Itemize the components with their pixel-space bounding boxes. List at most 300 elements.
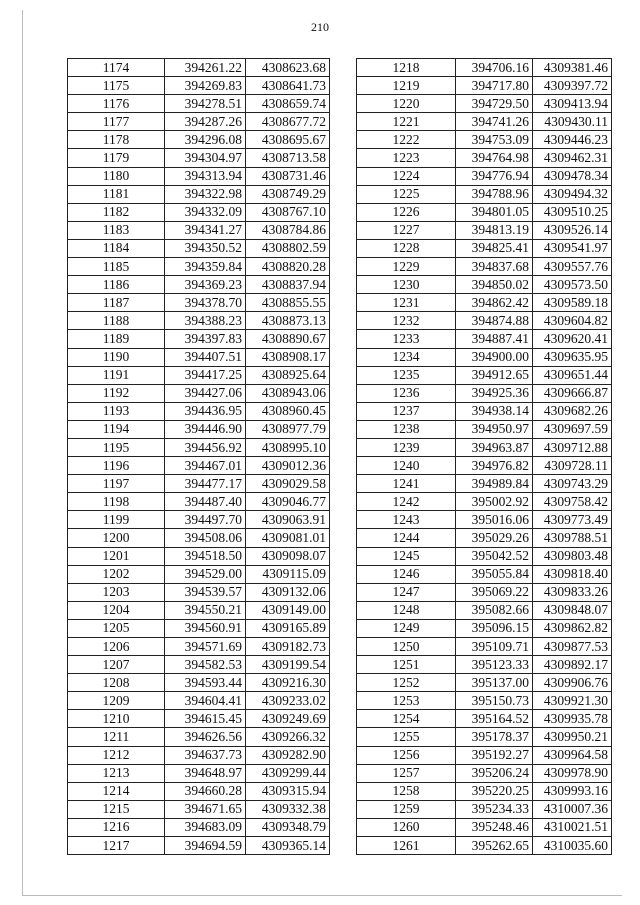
y-coordinate-cell: 4309978.90 bbox=[533, 764, 612, 782]
x-coordinate-cell: 395069.22 bbox=[456, 583, 533, 601]
x-coordinate-cell: 394497.70 bbox=[165, 511, 246, 529]
point-number-cell: 1248 bbox=[357, 601, 456, 619]
point-number-cell: 1189 bbox=[68, 330, 165, 348]
x-coordinate-cell: 394341.27 bbox=[165, 221, 246, 239]
x-coordinate-cell: 394397.83 bbox=[165, 330, 246, 348]
x-coordinate-cell: 394813.19 bbox=[456, 221, 533, 239]
y-coordinate-cell: 4309697.59 bbox=[533, 420, 612, 438]
point-number-cell: 1179 bbox=[68, 149, 165, 167]
point-number-cell: 1200 bbox=[68, 529, 165, 547]
y-coordinate-cell: 4309299.44 bbox=[246, 764, 330, 782]
x-coordinate-cell: 394332.09 bbox=[165, 203, 246, 221]
point-number-cell: 1192 bbox=[68, 384, 165, 402]
point-number-cell: 1178 bbox=[68, 131, 165, 149]
x-coordinate-cell: 394269.83 bbox=[165, 77, 246, 95]
table-row bbox=[68, 330, 330, 348]
point-number-cell: 1255 bbox=[357, 728, 456, 746]
x-coordinate-cell: 394296.08 bbox=[165, 131, 246, 149]
table-row bbox=[68, 438, 330, 456]
point-number-cell: 1258 bbox=[357, 782, 456, 800]
y-coordinate-cell: 4308749.29 bbox=[246, 185, 330, 203]
table-row bbox=[357, 149, 612, 167]
point-number-cell: 1185 bbox=[68, 258, 165, 276]
table-row bbox=[357, 764, 612, 782]
x-coordinate-cell: 395109.71 bbox=[456, 638, 533, 656]
point-number-cell: 1187 bbox=[68, 294, 165, 312]
table-row bbox=[357, 330, 612, 348]
point-number-cell: 1226 bbox=[357, 203, 456, 221]
table-row bbox=[68, 656, 330, 674]
table-row bbox=[68, 420, 330, 438]
x-coordinate-cell: 395137.00 bbox=[456, 674, 533, 692]
x-coordinate-cell: 394683.09 bbox=[165, 818, 246, 836]
table-row bbox=[68, 131, 330, 149]
y-coordinate-cell: 4308977.79 bbox=[246, 420, 330, 438]
x-coordinate-cell: 394550.21 bbox=[165, 601, 246, 619]
y-coordinate-cell: 4309877.53 bbox=[533, 638, 612, 656]
point-number-cell: 1222 bbox=[357, 131, 456, 149]
x-coordinate-cell: 394278.51 bbox=[165, 95, 246, 113]
point-number-cell: 1177 bbox=[68, 113, 165, 131]
y-coordinate-cell: 4310007.36 bbox=[533, 800, 612, 818]
coordinates-table-right bbox=[356, 58, 612, 855]
y-coordinate-cell: 4309635.95 bbox=[533, 348, 612, 366]
x-coordinate-cell: 394648.97 bbox=[165, 764, 246, 782]
table-row bbox=[68, 77, 330, 95]
x-coordinate-cell: 395234.33 bbox=[456, 800, 533, 818]
y-coordinate-cell: 4309315.94 bbox=[246, 782, 330, 800]
table-row bbox=[68, 511, 330, 529]
table-row bbox=[68, 312, 330, 330]
y-coordinate-cell: 4309332.38 bbox=[246, 800, 330, 818]
table-row bbox=[357, 457, 612, 475]
y-coordinate-cell: 4309620.41 bbox=[533, 330, 612, 348]
table-row bbox=[357, 258, 612, 276]
point-number-cell: 1223 bbox=[357, 149, 456, 167]
y-coordinate-cell: 4309012.36 bbox=[246, 457, 330, 475]
point-number-cell: 1203 bbox=[68, 583, 165, 601]
point-number-cell: 1242 bbox=[357, 493, 456, 511]
point-number-cell: 1251 bbox=[357, 656, 456, 674]
y-coordinate-cell: 4309803.48 bbox=[533, 547, 612, 565]
x-coordinate-cell: 394322.98 bbox=[165, 185, 246, 203]
table-row bbox=[68, 402, 330, 420]
table-row bbox=[68, 493, 330, 511]
x-coordinate-cell: 394539.57 bbox=[165, 583, 246, 601]
y-coordinate-cell: 4308731.46 bbox=[246, 167, 330, 185]
y-coordinate-cell: 4309365.14 bbox=[246, 837, 330, 855]
point-number-cell: 1218 bbox=[357, 59, 456, 77]
point-number-cell: 1256 bbox=[357, 746, 456, 764]
y-coordinate-cell: 4309993.16 bbox=[533, 782, 612, 800]
table-row bbox=[357, 619, 612, 637]
y-coordinate-cell: 4308713.58 bbox=[246, 149, 330, 167]
x-coordinate-cell: 394729.50 bbox=[456, 95, 533, 113]
table-row bbox=[68, 638, 330, 656]
y-coordinate-cell: 4309833.26 bbox=[533, 583, 612, 601]
y-coordinate-cell: 4309348.79 bbox=[246, 818, 330, 836]
y-coordinate-cell: 4309249.69 bbox=[246, 710, 330, 728]
x-coordinate-cell: 394776.94 bbox=[456, 167, 533, 185]
y-coordinate-cell: 4309182.73 bbox=[246, 638, 330, 656]
point-number-cell: 1243 bbox=[357, 511, 456, 529]
point-number-cell: 1206 bbox=[68, 638, 165, 656]
x-coordinate-cell: 394417.25 bbox=[165, 366, 246, 384]
x-coordinate-cell: 394874.88 bbox=[456, 312, 533, 330]
y-coordinate-cell: 4308659.74 bbox=[246, 95, 330, 113]
table-row bbox=[68, 746, 330, 764]
x-coordinate-cell: 394446.90 bbox=[165, 420, 246, 438]
table-row bbox=[68, 95, 330, 113]
point-number-cell: 1253 bbox=[357, 692, 456, 710]
x-coordinate-cell: 394753.09 bbox=[456, 131, 533, 149]
table-row bbox=[68, 583, 330, 601]
y-coordinate-cell: 4308623.68 bbox=[246, 59, 330, 77]
point-number-cell: 1247 bbox=[357, 583, 456, 601]
x-coordinate-cell: 394615.45 bbox=[165, 710, 246, 728]
x-coordinate-cell: 394369.23 bbox=[165, 276, 246, 294]
x-coordinate-cell: 395150.73 bbox=[456, 692, 533, 710]
table-row bbox=[357, 77, 612, 95]
x-coordinate-cell: 394508.06 bbox=[165, 529, 246, 547]
y-coordinate-cell: 4309494.32 bbox=[533, 185, 612, 203]
table-row bbox=[68, 710, 330, 728]
x-coordinate-cell: 394626.56 bbox=[165, 728, 246, 746]
y-coordinate-cell: 4309964.58 bbox=[533, 746, 612, 764]
y-coordinate-cell: 4308677.72 bbox=[246, 113, 330, 131]
table-row bbox=[357, 348, 612, 366]
point-number-cell: 1224 bbox=[357, 167, 456, 185]
table-row bbox=[357, 601, 612, 619]
x-coordinate-cell: 395055.84 bbox=[456, 565, 533, 583]
table-row bbox=[68, 547, 330, 565]
point-number-cell: 1197 bbox=[68, 475, 165, 493]
y-coordinate-cell: 4308784.86 bbox=[246, 221, 330, 239]
point-number-cell: 1205 bbox=[68, 619, 165, 637]
table-row bbox=[68, 529, 330, 547]
table-row bbox=[68, 457, 330, 475]
y-coordinate-cell: 4309950.21 bbox=[533, 728, 612, 746]
x-coordinate-cell: 394261.22 bbox=[165, 59, 246, 77]
y-coordinate-cell: 4308695.67 bbox=[246, 131, 330, 149]
point-number-cell: 1261 bbox=[357, 837, 456, 855]
point-number-cell: 1232 bbox=[357, 312, 456, 330]
x-coordinate-cell: 394487.40 bbox=[165, 493, 246, 511]
y-coordinate-cell: 4309818.40 bbox=[533, 565, 612, 583]
y-coordinate-cell: 4309098.07 bbox=[246, 547, 330, 565]
point-number-cell: 1201 bbox=[68, 547, 165, 565]
table-row bbox=[68, 619, 330, 637]
table-row bbox=[357, 493, 612, 511]
x-coordinate-cell: 395206.24 bbox=[456, 764, 533, 782]
point-number-cell: 1237 bbox=[357, 402, 456, 420]
point-number-cell: 1181 bbox=[68, 185, 165, 203]
y-coordinate-cell: 4309743.29 bbox=[533, 475, 612, 493]
table-row bbox=[357, 438, 612, 456]
point-number-cell: 1196 bbox=[68, 457, 165, 475]
y-coordinate-cell: 4310021.51 bbox=[533, 818, 612, 836]
table-row bbox=[357, 113, 612, 131]
x-coordinate-cell: 394850.02 bbox=[456, 276, 533, 294]
page-number: 210 bbox=[311, 20, 329, 34]
point-number-cell: 1214 bbox=[68, 782, 165, 800]
x-coordinate-cell: 394407.51 bbox=[165, 348, 246, 366]
x-coordinate-cell: 395042.52 bbox=[456, 547, 533, 565]
x-coordinate-cell: 394359.84 bbox=[165, 258, 246, 276]
point-number-cell: 1175 bbox=[68, 77, 165, 95]
point-number-cell: 1183 bbox=[68, 221, 165, 239]
y-coordinate-cell: 4309282.90 bbox=[246, 746, 330, 764]
point-number-cell: 1241 bbox=[357, 475, 456, 493]
y-coordinate-cell: 4309446.23 bbox=[533, 131, 612, 149]
table-row bbox=[357, 800, 612, 818]
table-row bbox=[357, 710, 612, 728]
x-coordinate-cell: 394694.59 bbox=[165, 837, 246, 855]
point-number-cell: 1217 bbox=[68, 837, 165, 855]
y-coordinate-cell: 4309935.78 bbox=[533, 710, 612, 728]
x-coordinate-cell: 394604.41 bbox=[165, 692, 246, 710]
point-number-cell: 1236 bbox=[357, 384, 456, 402]
point-number-cell: 1186 bbox=[68, 276, 165, 294]
x-coordinate-cell: 395002.92 bbox=[456, 493, 533, 511]
x-coordinate-cell: 394976.82 bbox=[456, 457, 533, 475]
point-number-cell: 1254 bbox=[357, 710, 456, 728]
y-coordinate-cell: 4308820.28 bbox=[246, 258, 330, 276]
table-row bbox=[357, 59, 612, 77]
x-coordinate-cell: 394571.69 bbox=[165, 638, 246, 656]
x-coordinate-cell: 395029.26 bbox=[456, 529, 533, 547]
x-coordinate-cell: 394304.97 bbox=[165, 149, 246, 167]
x-coordinate-cell: 395178.37 bbox=[456, 728, 533, 746]
y-coordinate-cell: 4309266.32 bbox=[246, 728, 330, 746]
point-number-cell: 1195 bbox=[68, 438, 165, 456]
y-coordinate-cell: 4308855.55 bbox=[246, 294, 330, 312]
x-coordinate-cell: 394660.28 bbox=[165, 782, 246, 800]
y-coordinate-cell: 4309604.82 bbox=[533, 312, 612, 330]
y-coordinate-cell: 4309046.77 bbox=[246, 493, 330, 511]
y-coordinate-cell: 4309165.89 bbox=[246, 619, 330, 637]
table-row bbox=[68, 818, 330, 836]
table-row bbox=[357, 746, 612, 764]
table-row bbox=[357, 692, 612, 710]
y-coordinate-cell: 4308641.73 bbox=[246, 77, 330, 95]
table-row bbox=[68, 59, 330, 77]
x-coordinate-cell: 394593.44 bbox=[165, 674, 246, 692]
point-number-cell: 1249 bbox=[357, 619, 456, 637]
x-coordinate-cell: 395082.66 bbox=[456, 601, 533, 619]
table-row bbox=[357, 511, 612, 529]
x-coordinate-cell: 395248.46 bbox=[456, 818, 533, 836]
x-coordinate-cell: 394801.05 bbox=[456, 203, 533, 221]
table-row bbox=[357, 312, 612, 330]
x-coordinate-cell: 394706.16 bbox=[456, 59, 533, 77]
x-coordinate-cell: 394925.36 bbox=[456, 384, 533, 402]
table-row bbox=[68, 258, 330, 276]
x-coordinate-cell: 395220.25 bbox=[456, 782, 533, 800]
y-coordinate-cell: 4309773.49 bbox=[533, 511, 612, 529]
point-number-cell: 1193 bbox=[68, 402, 165, 420]
x-coordinate-cell: 394887.41 bbox=[456, 330, 533, 348]
point-number-cell: 1211 bbox=[68, 728, 165, 746]
y-coordinate-cell: 4309541.97 bbox=[533, 239, 612, 257]
table-row bbox=[357, 221, 612, 239]
y-coordinate-cell: 4308837.94 bbox=[246, 276, 330, 294]
table-row bbox=[68, 221, 330, 239]
point-number-cell: 1257 bbox=[357, 764, 456, 782]
y-coordinate-cell: 4308767.10 bbox=[246, 203, 330, 221]
table-row bbox=[357, 565, 612, 583]
y-coordinate-cell: 4308873.13 bbox=[246, 312, 330, 330]
point-number-cell: 1228 bbox=[357, 239, 456, 257]
table-row bbox=[357, 276, 612, 294]
y-coordinate-cell: 4309381.46 bbox=[533, 59, 612, 77]
point-number-cell: 1233 bbox=[357, 330, 456, 348]
x-coordinate-cell: 394427.06 bbox=[165, 384, 246, 402]
table-row bbox=[357, 294, 612, 312]
point-number-cell: 1182 bbox=[68, 203, 165, 221]
y-coordinate-cell: 4308890.67 bbox=[246, 330, 330, 348]
point-number-cell: 1207 bbox=[68, 656, 165, 674]
table-row bbox=[68, 366, 330, 384]
point-number-cell: 1252 bbox=[357, 674, 456, 692]
table-row bbox=[357, 384, 612, 402]
x-coordinate-cell: 394963.87 bbox=[456, 438, 533, 456]
point-number-cell: 1235 bbox=[357, 366, 456, 384]
point-number-cell: 1239 bbox=[357, 438, 456, 456]
point-number-cell: 1259 bbox=[357, 800, 456, 818]
x-coordinate-cell: 395262.65 bbox=[456, 837, 533, 855]
y-coordinate-cell: 4309526.14 bbox=[533, 221, 612, 239]
x-coordinate-cell: 394313.94 bbox=[165, 167, 246, 185]
table-row bbox=[357, 402, 612, 420]
x-coordinate-cell: 395096.15 bbox=[456, 619, 533, 637]
table-row bbox=[357, 674, 612, 692]
table-row bbox=[357, 167, 612, 185]
y-coordinate-cell: 4309557.76 bbox=[533, 258, 612, 276]
y-coordinate-cell: 4309233.02 bbox=[246, 692, 330, 710]
y-coordinate-cell: 4309758.42 bbox=[533, 493, 612, 511]
table-row bbox=[68, 475, 330, 493]
table-row bbox=[68, 113, 330, 131]
table-row bbox=[357, 475, 612, 493]
point-number-cell: 1213 bbox=[68, 764, 165, 782]
y-coordinate-cell: 4309081.01 bbox=[246, 529, 330, 547]
point-number-cell: 1191 bbox=[68, 366, 165, 384]
x-coordinate-cell: 395123.33 bbox=[456, 656, 533, 674]
y-coordinate-cell: 4309906.76 bbox=[533, 674, 612, 692]
point-number-cell: 1212 bbox=[68, 746, 165, 764]
x-coordinate-cell: 394287.26 bbox=[165, 113, 246, 131]
y-coordinate-cell: 4309788.51 bbox=[533, 529, 612, 547]
table-row bbox=[68, 692, 330, 710]
x-coordinate-cell: 394900.00 bbox=[456, 348, 533, 366]
table-row bbox=[357, 638, 612, 656]
table-row bbox=[357, 837, 612, 855]
table-row bbox=[357, 203, 612, 221]
x-coordinate-cell: 395016.06 bbox=[456, 511, 533, 529]
y-coordinate-cell: 4309848.07 bbox=[533, 601, 612, 619]
point-number-cell: 1238 bbox=[357, 420, 456, 438]
point-number-cell: 1230 bbox=[357, 276, 456, 294]
x-coordinate-cell: 394350.52 bbox=[165, 239, 246, 257]
y-coordinate-cell: 4309199.54 bbox=[246, 656, 330, 674]
table-row bbox=[357, 185, 612, 203]
table-row bbox=[68, 764, 330, 782]
x-coordinate-cell: 394637.73 bbox=[165, 746, 246, 764]
y-coordinate-cell: 4308908.17 bbox=[246, 348, 330, 366]
table-row bbox=[357, 366, 612, 384]
table-row bbox=[68, 239, 330, 257]
y-coordinate-cell: 4309132.06 bbox=[246, 583, 330, 601]
point-number-cell: 1219 bbox=[357, 77, 456, 95]
y-coordinate-cell: 4309029.58 bbox=[246, 475, 330, 493]
x-coordinate-cell: 394477.17 bbox=[165, 475, 246, 493]
table-row bbox=[357, 95, 612, 113]
x-coordinate-cell: 394671.65 bbox=[165, 800, 246, 818]
point-number-cell: 1240 bbox=[357, 457, 456, 475]
point-number-cell: 1250 bbox=[357, 638, 456, 656]
y-coordinate-cell: 4309430.11 bbox=[533, 113, 612, 131]
x-coordinate-cell: 394582.53 bbox=[165, 656, 246, 674]
point-number-cell: 1234 bbox=[357, 348, 456, 366]
x-coordinate-cell: 394912.65 bbox=[456, 366, 533, 384]
table-row bbox=[357, 239, 612, 257]
y-coordinate-cell: 4309892.17 bbox=[533, 656, 612, 674]
x-coordinate-cell: 394862.42 bbox=[456, 294, 533, 312]
y-coordinate-cell: 4308925.64 bbox=[246, 366, 330, 384]
point-number-cell: 1194 bbox=[68, 420, 165, 438]
y-coordinate-cell: 4309063.91 bbox=[246, 511, 330, 529]
point-number-cell: 1221 bbox=[357, 113, 456, 131]
coordinates-table-left bbox=[67, 58, 330, 855]
x-coordinate-cell: 394529.00 bbox=[165, 565, 246, 583]
point-number-cell: 1215 bbox=[68, 800, 165, 818]
y-coordinate-cell: 4309149.00 bbox=[246, 601, 330, 619]
y-coordinate-cell: 4309478.34 bbox=[533, 167, 612, 185]
y-coordinate-cell: 4309413.94 bbox=[533, 95, 612, 113]
x-coordinate-cell: 394467.01 bbox=[165, 457, 246, 475]
point-number-cell: 1174 bbox=[68, 59, 165, 77]
x-coordinate-cell: 394950.97 bbox=[456, 420, 533, 438]
point-number-cell: 1198 bbox=[68, 493, 165, 511]
point-number-cell: 1260 bbox=[357, 818, 456, 836]
point-number-cell: 1220 bbox=[357, 95, 456, 113]
table-row bbox=[68, 294, 330, 312]
table-row bbox=[68, 276, 330, 294]
point-number-cell: 1229 bbox=[357, 258, 456, 276]
y-coordinate-cell: 4309397.72 bbox=[533, 77, 612, 95]
y-coordinate-cell: 4309216.30 bbox=[246, 674, 330, 692]
point-number-cell: 1199 bbox=[68, 511, 165, 529]
table-row bbox=[357, 782, 612, 800]
y-coordinate-cell: 4309728.11 bbox=[533, 457, 612, 475]
x-coordinate-cell: 394764.98 bbox=[456, 149, 533, 167]
x-coordinate-cell: 394388.23 bbox=[165, 312, 246, 330]
x-coordinate-cell: 394560.91 bbox=[165, 619, 246, 637]
table-row bbox=[357, 547, 612, 565]
y-coordinate-cell: 4308960.45 bbox=[246, 402, 330, 420]
table-row bbox=[357, 583, 612, 601]
table-row bbox=[68, 674, 330, 692]
x-coordinate-cell: 394989.84 bbox=[456, 475, 533, 493]
x-coordinate-cell: 394436.95 bbox=[165, 402, 246, 420]
x-coordinate-cell: 395164.52 bbox=[456, 710, 533, 728]
y-coordinate-cell: 4309921.30 bbox=[533, 692, 612, 710]
y-coordinate-cell: 4308943.06 bbox=[246, 384, 330, 402]
point-number-cell: 1208 bbox=[68, 674, 165, 692]
table-row bbox=[68, 203, 330, 221]
table-row bbox=[357, 420, 612, 438]
